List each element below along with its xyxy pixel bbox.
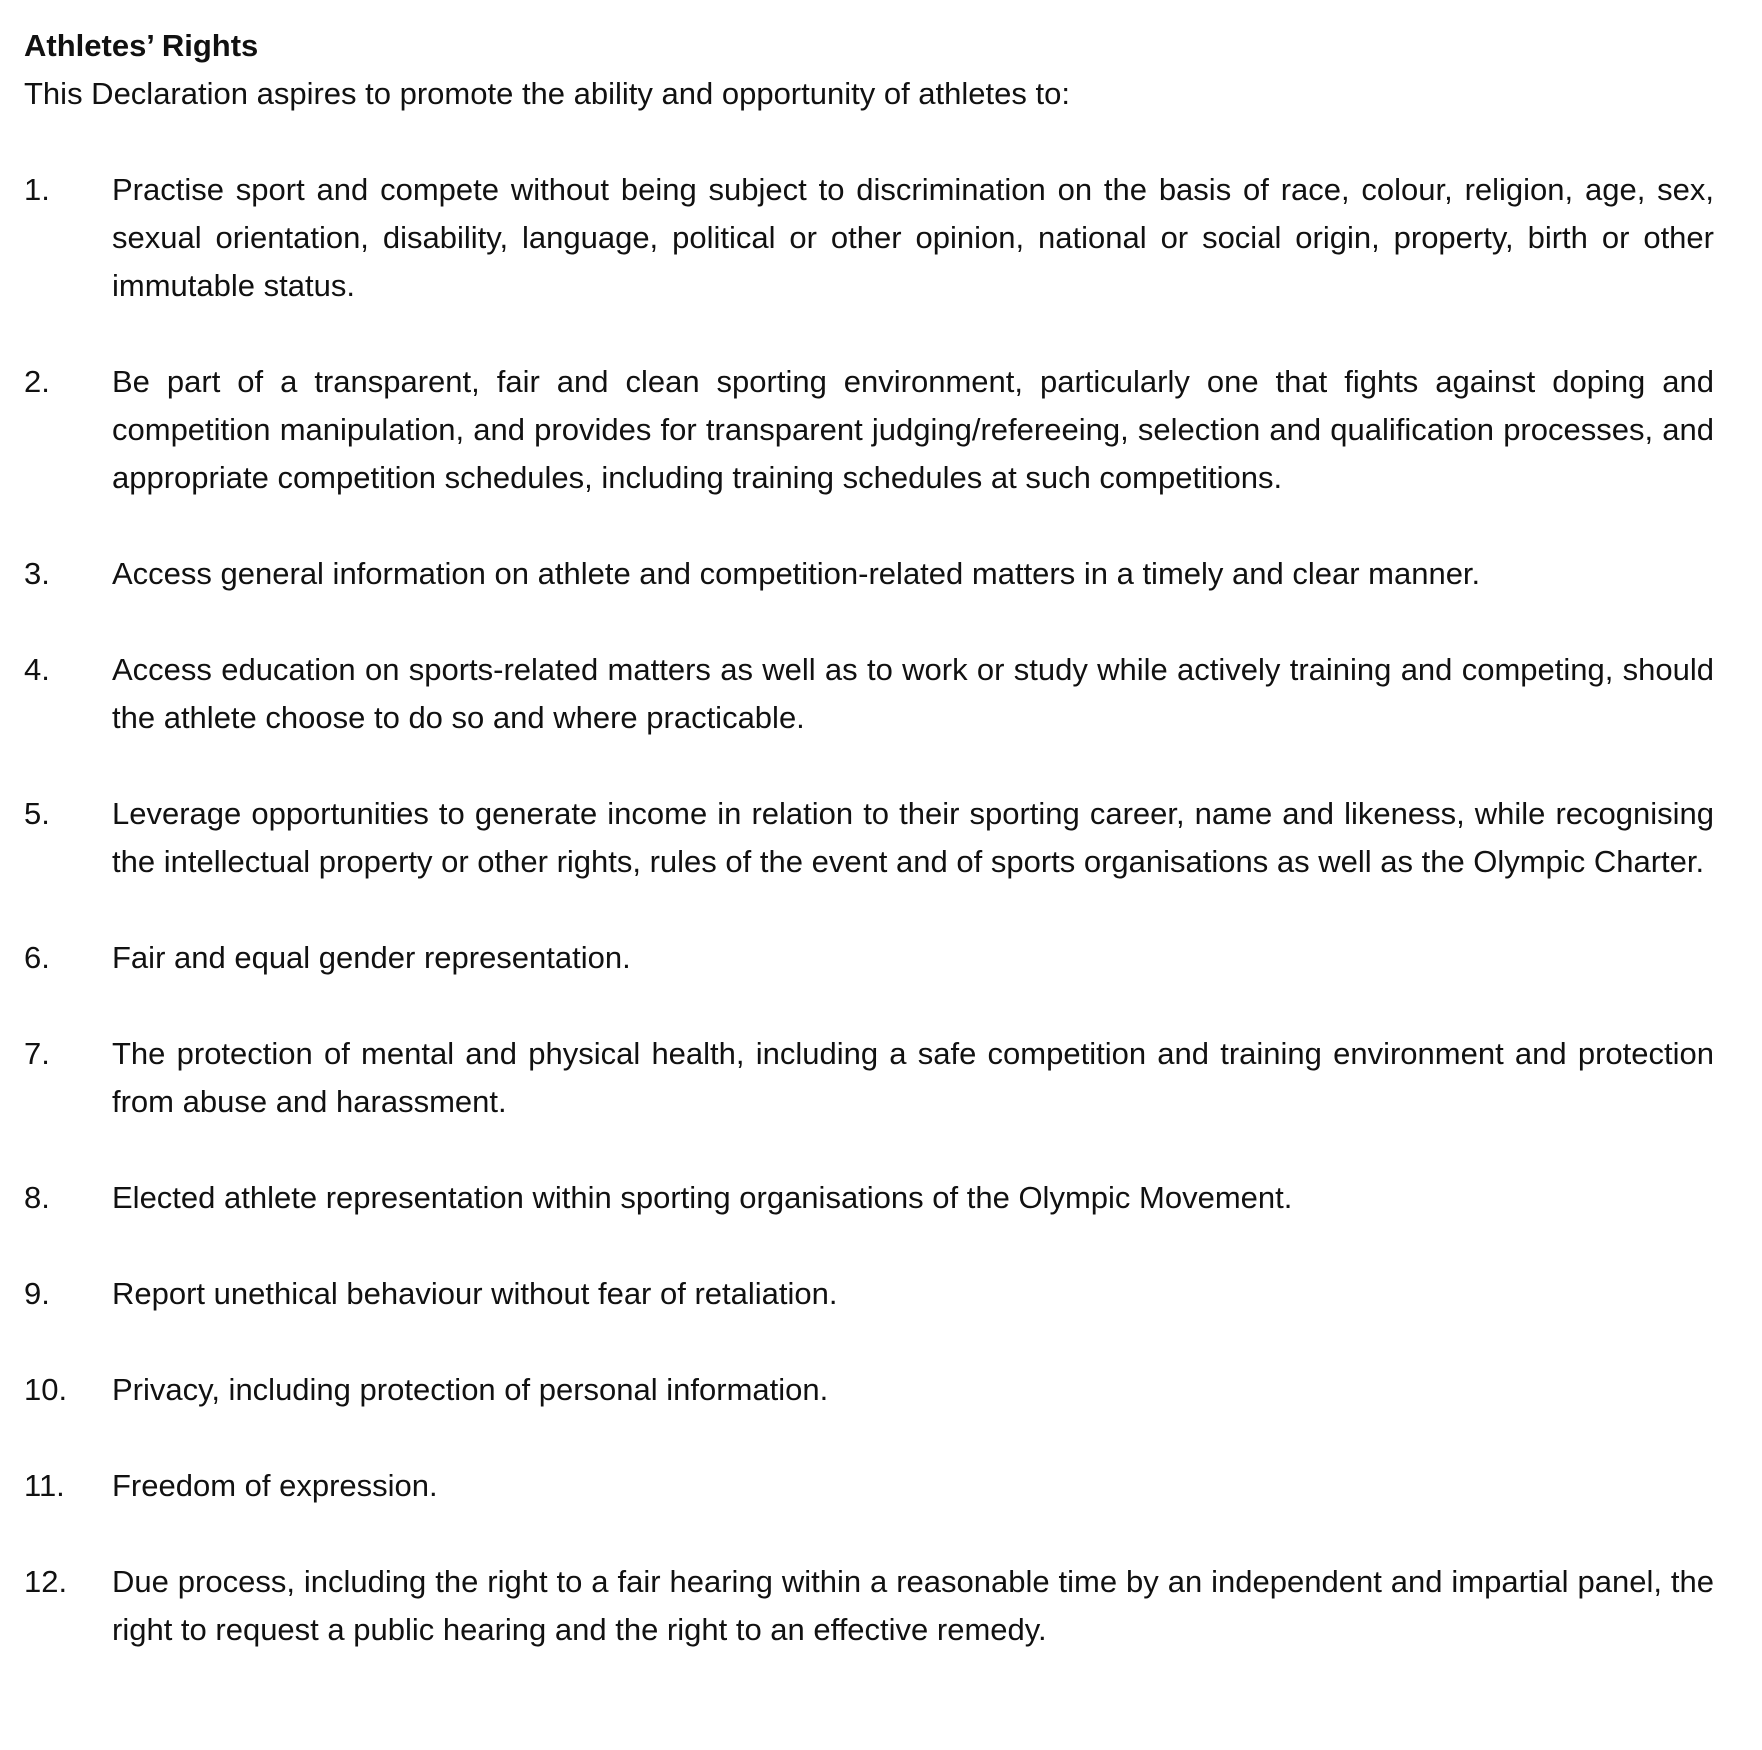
list-item-text: Fair and equal gender representation. (112, 940, 631, 975)
list-item-11 (24, 1462, 1714, 1510)
list-item-text: Due process, including the right to a fair hearing within a reasonable time by an independent and impartial panel, the right to request a public hearing and the right to an effective remedy. (112, 1564, 1714, 1647)
list-item-number: 2. (24, 364, 50, 399)
list-item-text: Freedom of expression. (112, 1468, 438, 1503)
list-item-6 (24, 934, 1714, 982)
list-item-text: Access education on sports-related matters as well as to work or study while actively training and competing, should the athlete choose to do so and where practicable. (112, 652, 1714, 735)
document-page (24, 22, 1714, 1654)
rights-list (24, 166, 1714, 1654)
list-item-4 (24, 646, 1714, 742)
list-item-2 (24, 358, 1714, 502)
list-item-number: 1. (24, 172, 50, 207)
list-item-number: 6. (24, 940, 50, 975)
list-item-9 (24, 1270, 1714, 1318)
intro-paragraph: This Declaration aspires to promote the ability and opportunity of athletes to: (24, 76, 1070, 111)
page-title: Athletes’ Rights (24, 28, 259, 63)
list-item-number: 8. (24, 1180, 50, 1215)
list-item-text: Access general information on athlete and competition-related matters in a timely and clear manner. (112, 556, 1481, 591)
list-item-10 (24, 1366, 1714, 1414)
list-item-text: Be part of a transparent, fair and clean sporting environment, particularly one that fights against doping and competition manipulation, and provides for transparent judging/refereeing, selection and qualification processes, and appropriate competition schedules, including training schedules at such competitions. (112, 364, 1714, 495)
list-item-12 (24, 1558, 1714, 1654)
list-item-text: Report unethical behaviour without fear of retaliation. (112, 1276, 838, 1311)
list-item-number: 3. (24, 556, 50, 591)
list-item-text: Practise sport and compete without being subject to discrimination on the basis of race, colour, religion, age, sex, sexual orientation, disability, language, political or other opinion, national or social origin, property, birth or other immutable status. (112, 172, 1714, 303)
list-item-text: Leverage opportunities to generate income in relation to their sporting career, name and likeness, while recognising the intellectual property or other rights, rules of the event and of sports organisations as well as the Olympic Charter. (112, 796, 1714, 879)
list-item-1 (24, 166, 1714, 310)
list-item-3 (24, 550, 1714, 598)
list-item-7 (24, 1030, 1714, 1126)
list-item-number: 12. (24, 1564, 68, 1599)
list-item-text: Privacy, including protection of personal information. (112, 1372, 829, 1407)
list-item-number: 5. (24, 796, 50, 831)
list-item-5 (24, 790, 1714, 886)
list-item-number: 4. (24, 652, 50, 687)
list-item-text: Elected athlete representation within sporting organisations of the Olympic Movement. (112, 1180, 1293, 1215)
list-item-number: 9. (24, 1276, 50, 1311)
list-item-8 (24, 1174, 1714, 1222)
list-item-number: 7. (24, 1036, 50, 1071)
list-item-text: The protection of mental and physical health, including a safe competition and training environment and protection from abuse and harassment. (112, 1036, 1714, 1119)
list-item-number: 11. (24, 1468, 65, 1503)
list-item-number: 10. (24, 1372, 68, 1407)
